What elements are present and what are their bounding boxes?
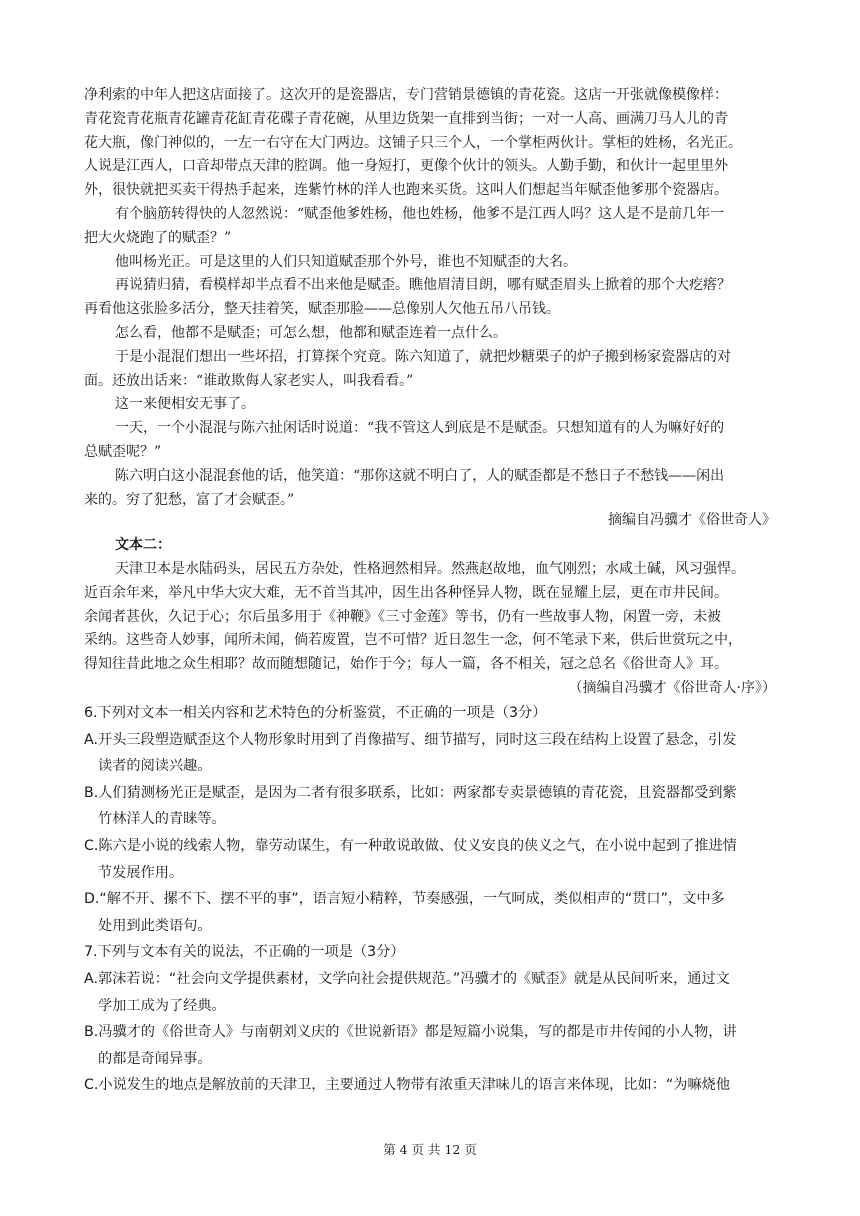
question-option: 学加工成为了经典。	[98, 997, 226, 1014]
text-one-line: 于是小混混们想出一些坏招，打算探个究竟。陈六知道了，就把炒糖栗子的炉子搬到杨家瓷器店的对	[115, 348, 731, 365]
text-two-line: 近百余年来，举凡中华大灾大难，无不首当其冲，因生出各种怪异人物，既在显耀上层，更在市井民间。	[84, 584, 728, 601]
text-one-line: 总赋歪呢？”	[84, 444, 162, 460]
text-one-line: 外，很快就把买卖干得热手起来，连紫竹林的洋人也跑来买货。这叫人们想起当年赋歪他爹那个瓷器店。	[84, 182, 728, 199]
text-two-line: 余闻者甚伙，久记于心；尔后虽多用于《神鞭》《三寸金莲》等书，仍有一些故事人物，闲置一旁，未被	[84, 608, 721, 625]
question-stem: 7.下列与文本有关的说法，不正确的一项是（3分）	[84, 944, 405, 961]
question-option: C.陈六是小说的线索人物，靠劳动谋生，有一种敢说敢做、仗义安良的侠义之气，在小说中起到了推进情	[84, 838, 737, 854]
question-option: 读者的阅读兴趣。	[98, 758, 212, 775]
text-one-line: 再看他这张脸多活分，整天挂着笑，赋歪那脸——总像别人欠他五吊八吊钱。	[84, 301, 560, 318]
text-one-line: 怎么看，他都不是赋歪；可怎么想，他都和赋歪连着一点什么。	[115, 325, 507, 341]
question-option: 处用到此类语句。	[98, 917, 212, 934]
question-option: B.冯骥才的《俗世奇人》与南朝刘义庆的《世说新语》都是短篇小说集，写的都是市井传闻的小人物，讲	[84, 1024, 737, 1041]
text-one-line: 来的。穷了犯愁，富了才会赋歪。”	[84, 491, 295, 508]
text-one-line: 一天，一个小混混与陈六扯闲话时说道：“我不管这人到底是不是赋歪。只想知道有的人为嘛好好的	[115, 420, 725, 437]
text-one-line: 这一来便相安无事了。	[115, 396, 255, 413]
text-one-line: 有个脑筋转得快的人忽然说：“赋歪他爹姓杨，他也姓杨，他爹不是江西人吗？这人是不是前几年一	[115, 206, 725, 222]
question-option: A.开头三段塑造赋歪这个人物形象时用到了肖像描写、细节描写，同时这三段在结构上设置了悬念，引发	[84, 731, 737, 748]
text-one-line: 青花瓷青花瓶青花罐青花缸青花碟子青花碗，从里边货架一直排到当街；一对一人高、画满刀马人儿的青	[84, 110, 728, 127]
text-two-source: （摘编自冯骥才《俗世奇人·序》）	[568, 680, 776, 696]
question-option: B.人们猜测杨光正是赋歪，是因为二者有很多联系，比如：两家都专卖景德镇的青花瓷，且瓷器都受到紫	[84, 784, 737, 801]
question-stem: 6.下列对文本一相关内容和艺术特色的分析鉴赏，不正确的一项是（3分）	[84, 705, 547, 721]
question-option: D.“解不开、摞不下、摆不平的事”，语言短小精粹，节奏感强，一气呵成，类似相声的“贯口”，文中多	[84, 891, 725, 908]
text-two-line: 天津卫本是水陆码头，居民五方杂处，性格迥然相异。然燕赵故地，血气刚烈；水咸土碱，风习强悍。	[115, 561, 745, 577]
question-option: 竹林洋人的青睐等。	[98, 811, 226, 828]
text-one-source: 摘编自冯骥才《俗世奇人》	[608, 512, 776, 528]
question-option: C.小说发生的地点是解放前的天津卫，主要通过人物带有浓重天津味儿的语言来体现，比如：“为嘛烧他	[84, 1077, 731, 1094]
text-one-line: 把大火烧跑了的赋歪？”	[84, 229, 232, 246]
text-one-line: 净利索的中年人把这店面接了。这次开的是瓷器店，专门营销景德镇的青花瓷。这店一开张就像模像样：	[84, 87, 728, 103]
text-one-line: 陈六明白这小混混套他的话，他笑道：“那你这就不明白了，人的赋歪都是不愁日子不愁钱——闲出	[115, 467, 725, 484]
question-option: 节发展作用。	[98, 864, 184, 881]
text-one-line: 再说猜归猜，看模样却半点看不出来他是赋歪。瞧他眉清目朗，哪有赋歪眉头上掀着的那个大疙瘩？	[115, 277, 731, 294]
question-option: A.郭沫若说：“社会向文学提供素材，文学向社会提供规范。”冯骥才的《赋歪》就是从民间听来，通过文	[84, 971, 730, 987]
question-option: 的都是奇闻异事。	[98, 1050, 212, 1067]
page-number: 第 4 页 共 12 页	[383, 1142, 477, 1157]
text-two-line: 得知往昔此地之众生相耶？故而随想随记，始作于今；每人一篇，各不相关，冠之总名《俗世奇人》耳。	[84, 656, 728, 673]
text-one-line: 他叫杨光正。可是这里的人们只知道赋歪那个外号，谁也不知赋歪的大名。	[115, 253, 577, 270]
text-one-line: 花大瓶，像门神似的，一左一右守在大门两边。这铺子只三个人，一个掌柜两伙计。掌柜的姓杨，名光正。	[84, 134, 742, 151]
text-one-line: 人说是江西人，口音却带点天津的腔调。他一身短打，更像个伙计的领头。人勤手勤，和伙计一起里里外	[84, 158, 728, 175]
text-two-line: 采纳。这些奇人妙事，闻所未闻，倘若废置，岂不可惜？近日忽生一念，何不笔录下来，供后世赏玩之中，	[84, 632, 742, 649]
text-one-line: 面。还放出话来：“谁敢欺侮人家老实人，叫我看看。”	[84, 372, 414, 389]
text-two-heading: 文本二：	[115, 537, 171, 553]
